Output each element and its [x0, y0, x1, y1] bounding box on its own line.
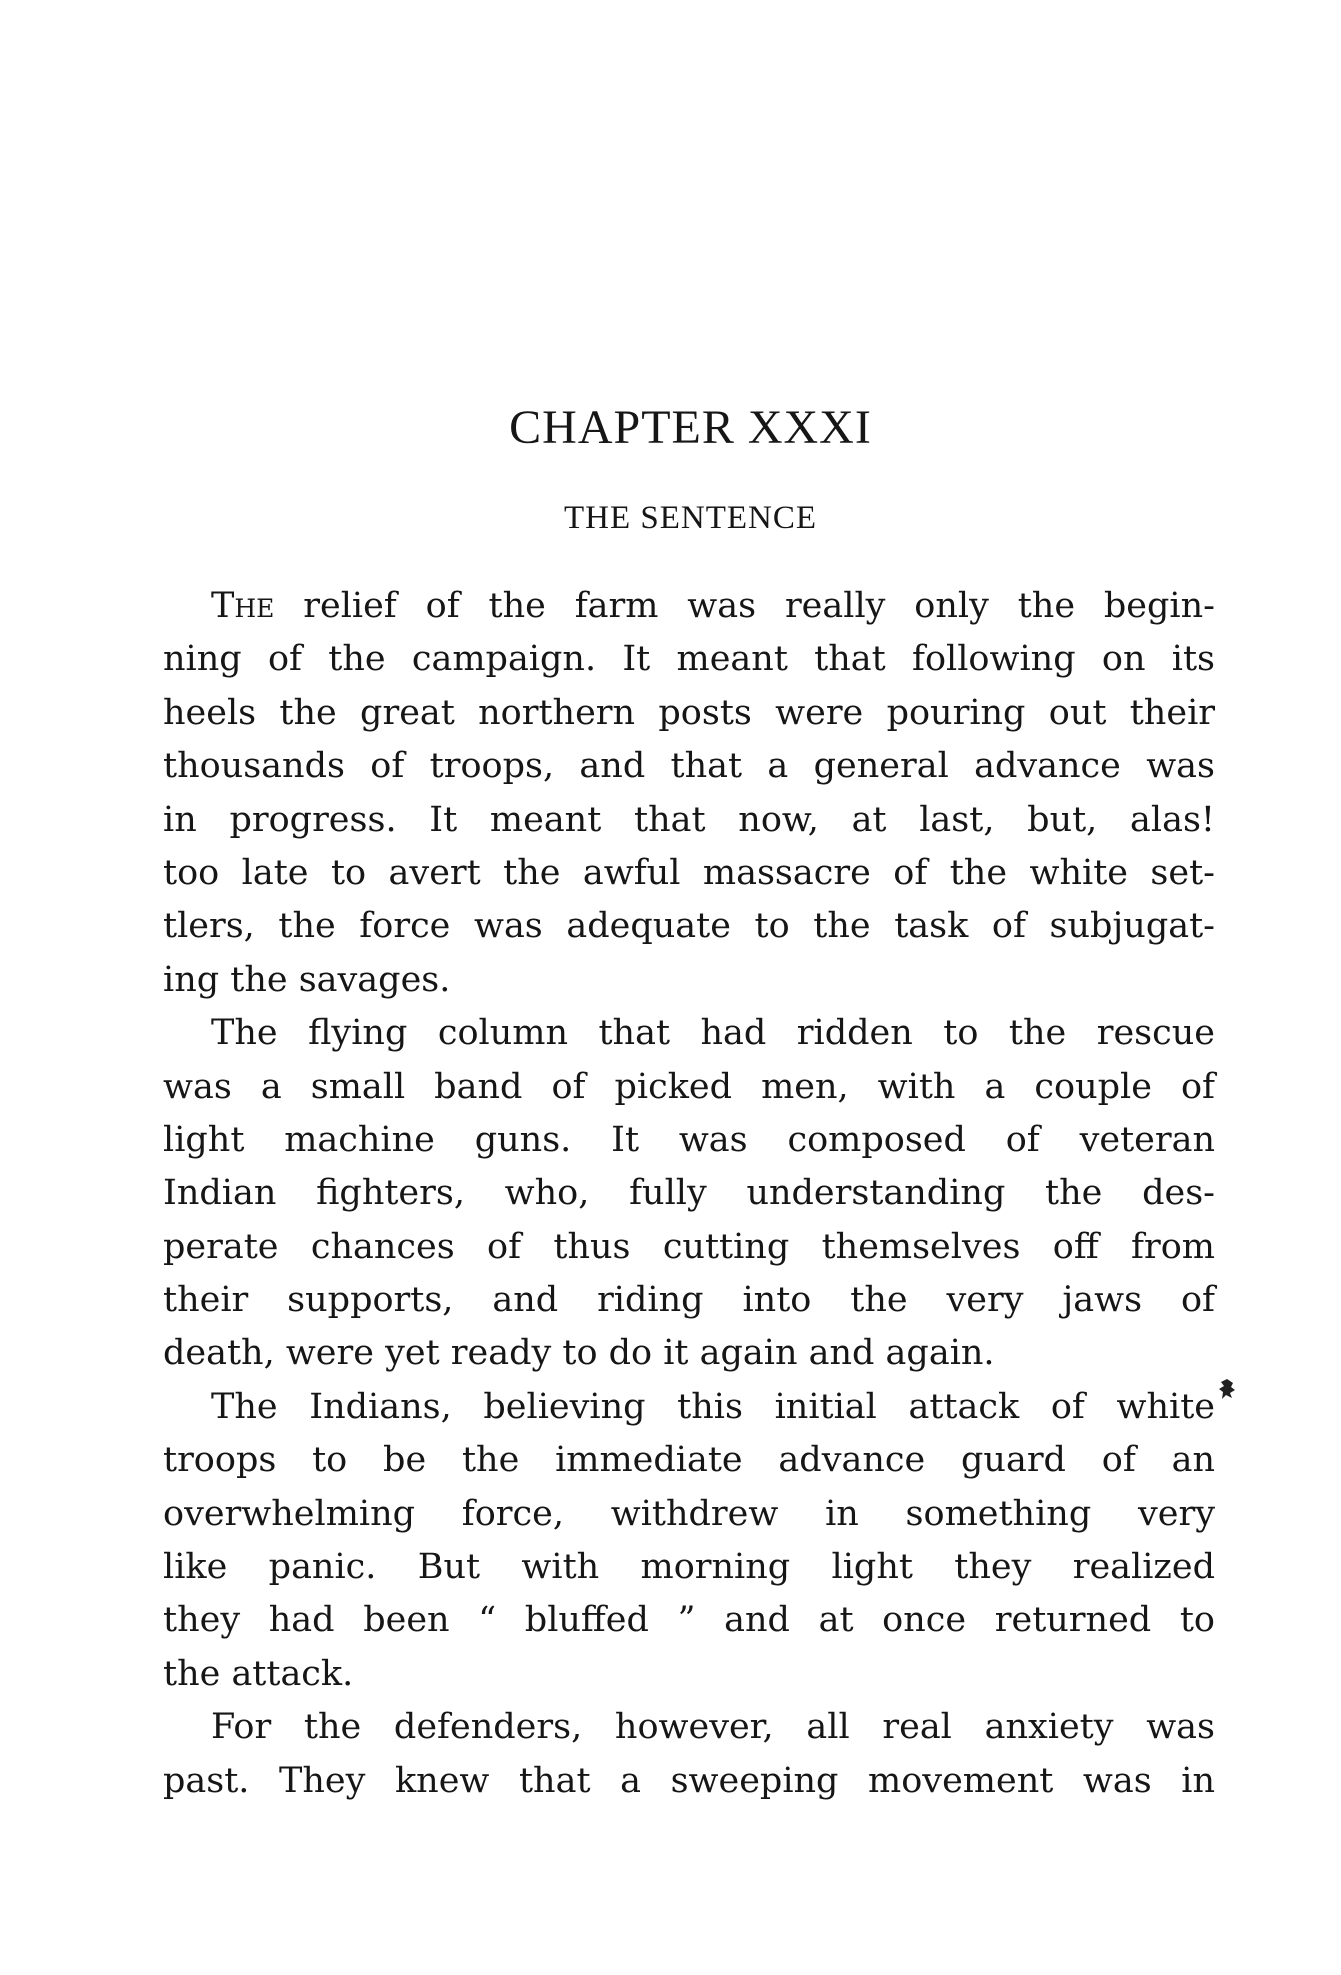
paragraph-4 — [163, 1701, 1215, 1808]
chapter-heading: CHAPTER XXXI — [509, 401, 872, 454]
body-text — [163, 580, 1215, 1808]
text-line: thousands of troops, and that a general advance was — [163, 746, 1215, 787]
paragraph-3 — [163, 1381, 1215, 1701]
text-line: ning of the campaign. It meant that following on its — [163, 639, 1215, 680]
text-line: ing the savages. — [163, 959, 451, 1000]
text-line: overwhelming force, withdrew in something very — [163, 1493, 1215, 1534]
text-line: the attack. — [163, 1653, 354, 1694]
chapter-title: THE SENTENCE — [563, 500, 818, 536]
text-line: For the defenders, however, all real anxiety was — [211, 1707, 1215, 1748]
text-line: The relief of the farm was really only the begin- — [211, 586, 1215, 626]
text-line: The flying column that had ridden to the rescue — [211, 1013, 1215, 1054]
text-line: too late to avert the awful massacre of the white set- — [163, 852, 1215, 893]
text-line: perate chances of thus cutting themselves off from — [163, 1226, 1215, 1267]
text-line: like panic. But with morning light they realized — [163, 1547, 1215, 1588]
text-line: death, were yet ready to do it again and again. — [163, 1333, 995, 1374]
ink-blot-icon — [1218, 1378, 1236, 1400]
paragraph-2 — [163, 1007, 1215, 1381]
text-line: tlers, the force was adequate to the task of subjugat- — [163, 906, 1215, 947]
text-line: in progress. It meant that now, at last, but, alas! — [163, 799, 1215, 840]
text-line: they had been “ bluffed ” and at once returned to — [163, 1600, 1215, 1641]
text-line: heels the great northern posts were pouring out their — [163, 692, 1215, 733]
text-line: The Indians, believing this initial attack of white — [211, 1386, 1215, 1427]
text-line: their supports, and riding into the very jaws of — [163, 1280, 1215, 1321]
opening-word: The — [211, 586, 275, 626]
paragraph-1 — [163, 580, 1215, 1007]
text-line: troops to be the immediate advance guard of an — [163, 1440, 1215, 1481]
text-line: light machine guns. It was composed of veteran — [163, 1119, 1215, 1160]
text-line: past. They knew that a sweeping movement was in — [163, 1760, 1215, 1801]
text-line: Indian fighters, who, fully understanding the des- — [163, 1173, 1215, 1214]
text-line: was a small band of picked men, with a couple of — [163, 1066, 1215, 1107]
